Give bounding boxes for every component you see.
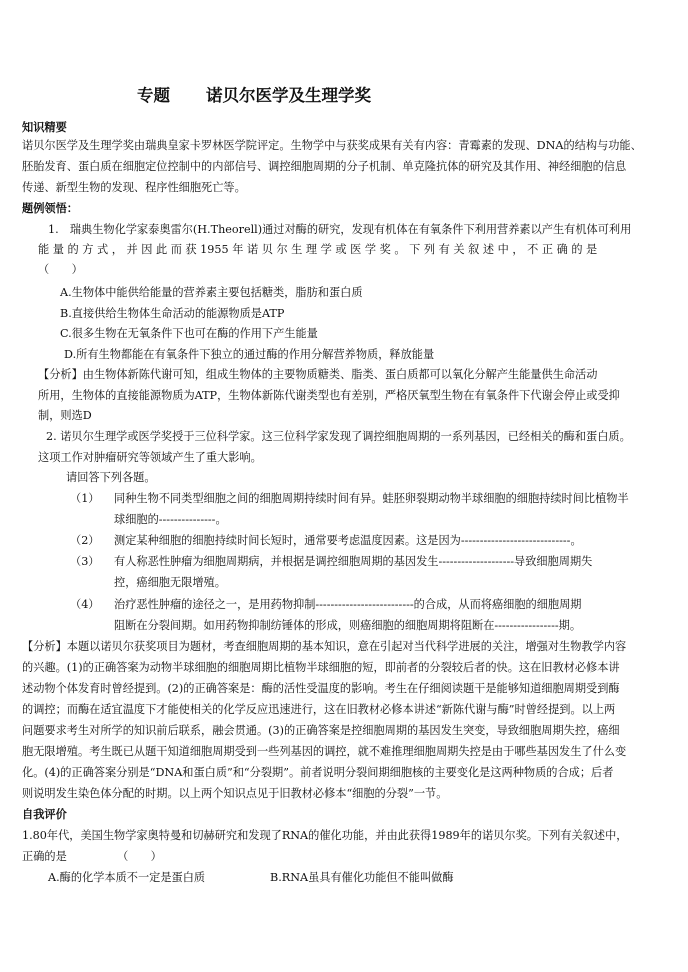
q1-stem-line: 1. 瑞典生物化学家泰奥雷尔(H.Theorell)通过对酶的研究，发现有机体在有氧条件下利用营养素以产生有机体可利用 [48, 223, 632, 236]
self-eval-option-b: B.RNA虽具有催化功能但不能叫做酶 [270, 871, 454, 884]
q2-sub3-line: 控，癌细胞无限增殖。 [114, 576, 226, 589]
q2-analysis-line: 则说明发生染色体分配的时期。以上两个知识点见于旧教材必修本“细胞的分裂”一节。 [22, 787, 448, 800]
q2-analysis-line: 胞无限增殖。考生既已从题干知道细胞周期受到一些列基因的调控，就不难推理细胞周期失控是由于哪些基因发生了什么变 [22, 745, 627, 758]
q1-analysis-line: 【分析】由生物体新陈代谢可知，组成生物体的主要物质糖类、脂类、蛋白质都可以氧化分解产生能量供生命活动 [38, 368, 598, 381]
q2-sub1-line: 同种生物不同类型细胞之间的细胞周期持续时间有异。蛙胚卵裂期动物半球细胞的细胞持续时间比植物半 [114, 492, 629, 505]
q2-analysis-line: 问题要求考生对所学的知识前后联系，融会贯通。(3)的正确答案是控细胞周期的基因发生突变，导致细胞周期失控，癌细 [22, 724, 620, 737]
q2-sub1-line: 球细胞的---------------。 [114, 513, 227, 526]
q2-sub3-num: （3） [70, 555, 100, 568]
title-text: 诺贝尔医学及生理学奖 [206, 86, 371, 105]
q2-sub1-num: （1） [70, 492, 100, 505]
q2-prompt: 请回答下列各题。 [66, 471, 156, 484]
q2-analysis-line: 的兴趣。(1)的正确答案为动物半球细胞的细胞周期比植物半球细胞的短，即前者的分裂较后者的快。这在旧教材必修本讲 [22, 661, 620, 674]
q1-option-a: A.生物体中能供给能量的营养素主要包括糖类，脂肪和蛋白质 [60, 286, 363, 299]
page-title [137, 86, 371, 106]
knowledge-heading: 知识精要 [22, 121, 67, 134]
knowledge-line: 传递、新型生物的发现、程序性细胞死亡等。 [22, 181, 246, 194]
q2-sub4-line: 阻断在分裂间期。如用药物抑制纺锤体的形成，则癌细胞的细胞周期将阻断在-----------------期。 [114, 619, 582, 632]
q2-sub2-num: （2） [70, 534, 100, 547]
q2-analysis-line: 化。(4)的正确答案分别是“DNA和蛋白质”和“分裂期”。前者说明分裂间期细胞核的主要变化是这两种物质的合成；后者 [22, 766, 614, 779]
q2-sub2-line: 测定某种细胞的细胞持续时间长短时，通常要考虑温度因素。这是因为-----------------------------。 [114, 534, 582, 547]
q2-analysis-line: 【分析】本题以诺贝尔获奖项目为题材，考查细胞周期的基本知识，意在引起对当代科学进展的关注，增强对生物教学内容 [22, 640, 627, 653]
q2-analysis-line: 的调控；而酶在适宜温度下才能使相关的化学反应迅速进行，这在旧教材必修本讲述“新陈代谢与酶”时曾经提到。以上两 [22, 703, 616, 716]
knowledge-line: 胚胎发育、蛋白质在细胞定位控制中的内部信号、调控细胞周期的分子机制、单克隆抗体的研究及其作用、神经细胞的信息 [22, 160, 627, 173]
examples-heading: 题例领悟： [22, 202, 78, 215]
q1-analysis-line: 制，则选D [38, 409, 92, 422]
q1-analysis-line: 所用，生物体的直接能源物质为ATP，生物体新陈代谢类型也有差别，严格厌氧型生物在有氧条件下代谢会停止或受抑 [38, 389, 620, 402]
q1-option-d: D.所有生物都能在有氧条件下独立的通过酶的作用分解营养物质，释放能量 [64, 348, 435, 361]
knowledge-line: 诺贝尔医学及生理学奖由瑞典皇家卡罗林医学院评定。生物学中与获奖成果有关有内容：青霉素的发现、DNA的结构与功能、 [22, 139, 642, 152]
q1-stem-line: （ ） [38, 263, 83, 276]
self-eval-q1-line: 1.80年代，美国生物学家奥特曼和切赫研究和发现了RNA的催化功能，并由此获得1989年的诺贝尔奖。下列有关叙述中， [22, 829, 628, 842]
q2-sub4-line: 治疗恶性肿瘤的途径之一，是用药物抑制--------------------------的合成，从而将癌细胞的细胞周期 [114, 598, 582, 611]
q2-sub4-num: （4） [70, 598, 100, 611]
q1-option-c: C.很多生物在无氧条件下也可在酶的作用下产生能量 [60, 327, 318, 340]
q2-analysis-line: 述动物个体发育时曾经提到。(2)的正确答案是：酶的活性受温度的影响。考生在仔细阅读题干是能够知道细胞周期受到酶 [22, 682, 620, 695]
q2-sub3-line: 有人称恶性肿瘤为细胞周期病，并根据是调控细胞周期的基因发生--------------------导致细胞周期失 [114, 555, 593, 568]
self-eval-heading: 自我评价 [22, 808, 67, 821]
self-eval-q1-line: 正确的是 （ ） [22, 850, 162, 863]
self-eval-option-a: A.酶的化学本质不一定是蛋白质 [48, 871, 206, 884]
q2-stem-line: 这项工作对肿瘤研究等领域产生了重大影响。 [38, 451, 262, 464]
q1-stem-line: 能 量 的 方 式 ， 并 因 此 而 获 1955 年 诺 贝 尔 生 理 学 或 医 学 奖 。 下 列 有 关 叙 述 中 ， 不 正 确 的 是 [38, 243, 598, 256]
title-label: 专题 [137, 86, 170, 105]
q1-option-b: B.直接供给生物体生命活动的能源物质是ATP [60, 307, 285, 320]
q2-stem-line: 2. 诺贝尔生理学或医学奖授于三位科学家。这三位科学家发现了调控细胞周期的一系列基因，已经相关的酶和蛋白质。 [46, 430, 631, 443]
